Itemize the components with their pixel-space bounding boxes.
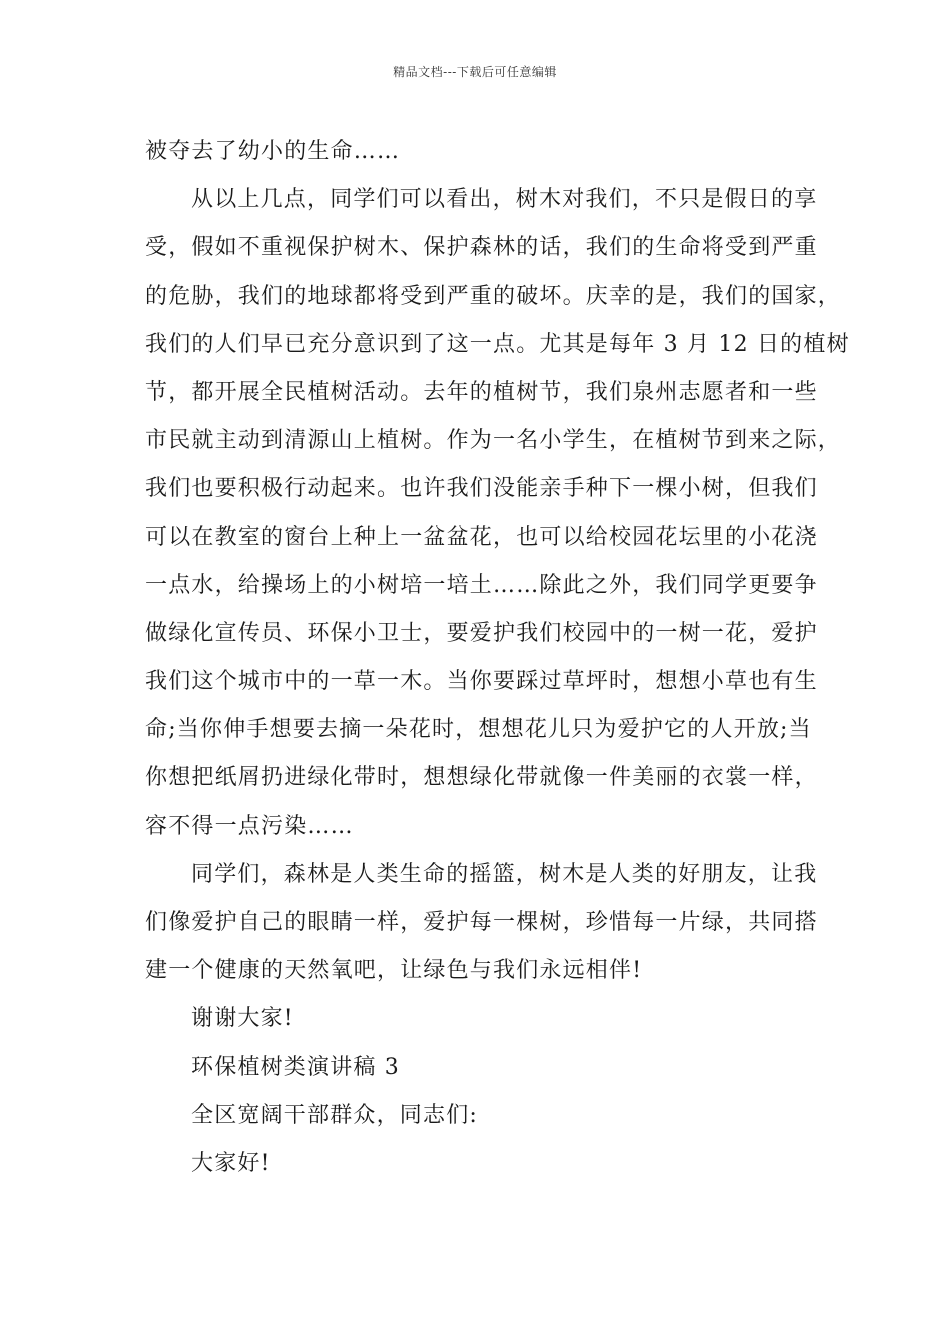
text-line: 容不得一点污染…… [145,813,354,839]
text-line: 大家好! [191,1150,271,1176]
text-line: 可以在教室的窗台上种上一盆盆花，也可以给校园花坛里的小花浇 [145,524,818,550]
text-line: 从以上几点，同学们可以看出，树木对我们，不只是假日的享 [191,187,818,213]
text-line: 你想把纸屑扔进绿化带时，想想绿化带就像一件美丽的衣裳一样， [145,765,818,791]
text-line: 同学们，森林是人类生命的摇篮，树木是人类的好朋友，让我 [191,861,818,887]
page-header: 精品文档---下载后可任意编辑 [393,65,557,79]
text-line: 命;当你伸手想要去摘一朵花时，想想花儿只为爱护它的人开放;当 [145,717,812,743]
text-line: 我们这个城市中的一草一木。当你要踩过草坪时，想想小草也有生 [145,669,818,695]
text-line: 全区宽阔干部群众，同志们: [191,1102,479,1128]
text-line: 的危胁，我们的地球都将受到严重的破坏。庆幸的是，我们的国家， [145,283,842,309]
text-line: 被夺去了幼小的生命…… [145,139,401,164]
text-line: 市民就主动到清源山上植树。作为一名小学生，在植树节到来之际， [145,428,842,454]
text-line: 受，假如不重视保护树木、保护森林的话，我们的生命将受到严重 [145,235,818,261]
text-line: 们像爱护自己的眼睛一样，爱护每一棵树，珍惜每一片绿，共同搭 [145,910,818,935]
text-line: 我们也要积极行动起来。也许我们没能亲手种下一棵小树，但我们 [145,476,818,502]
document-body [145,128,850,1188]
text-line: 一点水，给操场上的小树培一培土……除此之外，我们同学更要争 [145,572,818,598]
text-line: 建一个健康的天然氧吧，让绿色与我们永远相伴! [145,958,643,984]
text-line: 做绿化宣传员、环保小卫士，要爱护我们校园中的一树一花，爱护 [145,620,818,646]
text-line: 我们的人们早已充分意识到了这一点。尤其是每年 3 月 12 日的植树 [145,331,850,357]
text-line: 谢谢大家! [191,1006,294,1032]
section-title: 环保植树类演讲稿 3 [191,1054,400,1080]
text-line: 节，都开展全民植树活动。去年的植树节，我们泉州志愿者和一些 [145,379,818,405]
